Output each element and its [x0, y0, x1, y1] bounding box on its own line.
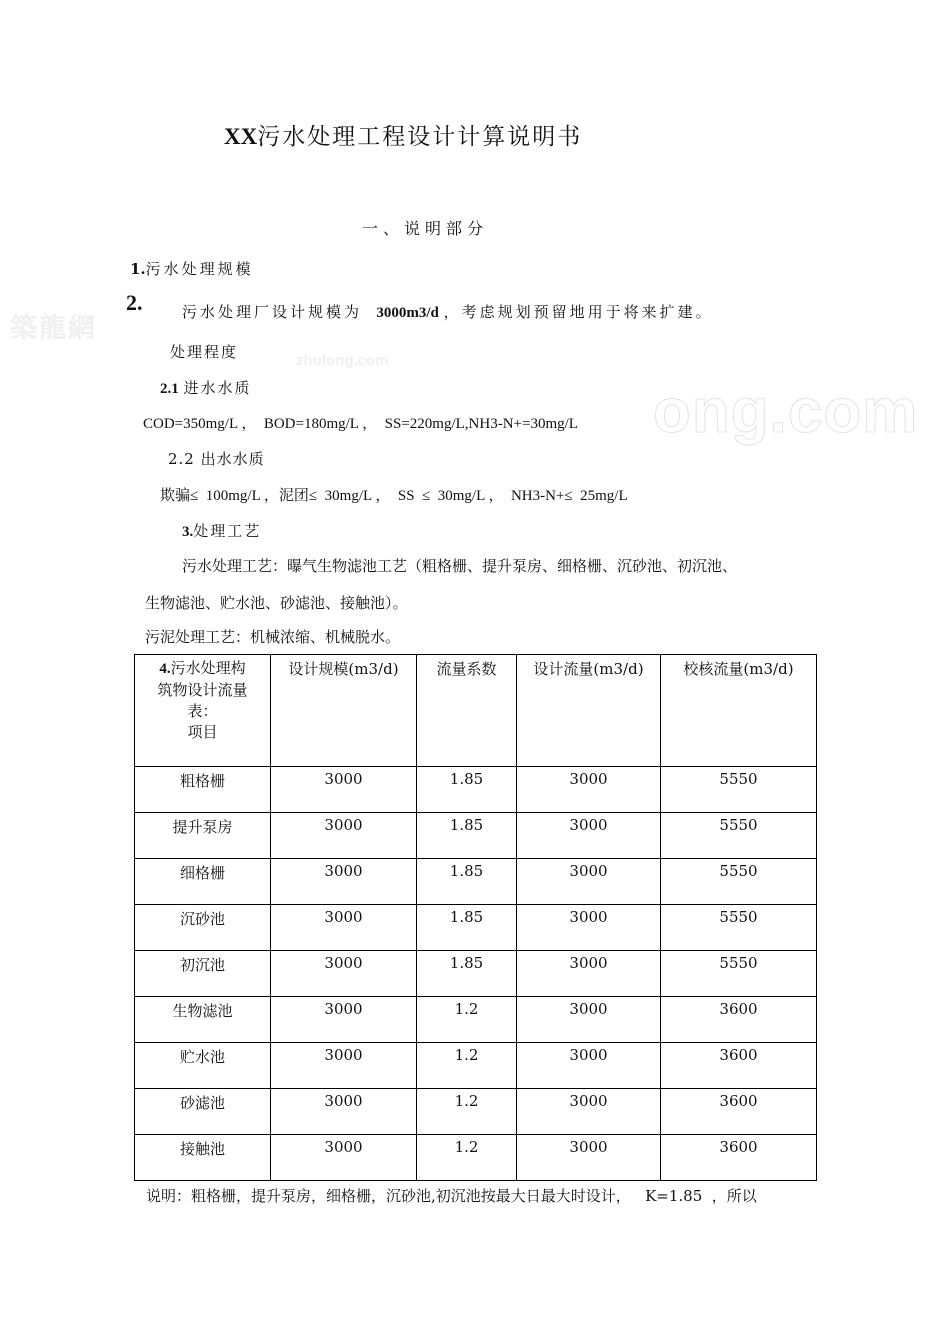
- influent-values: COD=350mg/L ， BOD=180mg/L ， SS=220mg/L,NH3-N+=30mg/L: [143, 416, 578, 432]
- table-cell: 提升泵房: [135, 813, 271, 859]
- table-cell: 3600: [661, 1043, 817, 1089]
- table-num: 4.: [159, 661, 171, 677]
- scale-value: 3000m3/d: [376, 305, 439, 321]
- watermark-zhulong-cn: 築龍網: [10, 313, 97, 344]
- table-cell: 1.2: [417, 1089, 517, 1135]
- table-cell: 3000: [517, 997, 661, 1043]
- header-item: [135, 655, 271, 767]
- table-cell: 贮水池: [135, 1043, 271, 1089]
- watermark-zhulong-url: zhulong.com: [296, 352, 389, 369]
- header-coefficient: 流量系数: [417, 655, 517, 767]
- table-cell: 5550: [661, 905, 817, 951]
- table-cell: 3000: [271, 1043, 417, 1089]
- table-cell: 3000: [271, 1135, 417, 1181]
- header-line-3: 表：: [187, 702, 218, 720]
- table-cell: 3600: [661, 1089, 817, 1135]
- table-cell: 3000: [517, 767, 661, 813]
- table-cell: 1.85: [417, 859, 517, 905]
- table-cell: 3000: [271, 767, 417, 813]
- table-row: [135, 997, 817, 1043]
- table-cell: 3000: [517, 951, 661, 997]
- table-cell: 1.2: [417, 997, 517, 1043]
- header-design-flow: 设计流量(m3/d): [517, 655, 661, 767]
- table-cell: 初沉池: [135, 951, 271, 997]
- table-row: [135, 951, 817, 997]
- table-cell: 3000: [271, 951, 417, 997]
- table-cell: 接触池: [135, 1135, 271, 1181]
- table-cell: 5550: [661, 767, 817, 813]
- table-cell: 1.85: [417, 905, 517, 951]
- header-line-2: 筑物设计流量: [157, 681, 248, 699]
- table-cell: 5550: [661, 813, 817, 859]
- header-line-1: 污水处理构: [170, 659, 246, 677]
- table-row: [135, 905, 817, 951]
- process-heading: [182, 520, 261, 541]
- process-text: 处理工艺: [193, 522, 262, 540]
- influent-num: 2.1: [160, 381, 179, 397]
- table-row: [135, 859, 817, 905]
- table-cell: 3000: [517, 1135, 661, 1181]
- table-cell: 3600: [661, 1135, 817, 1181]
- table-cell: 1.85: [417, 767, 517, 813]
- header-check-flow: 校核流量(m3/d): [661, 655, 817, 767]
- sludge-line: 污泥处理工艺：机械浓缩、机械脱水。: [145, 628, 401, 646]
- table-cell: 3000: [271, 859, 417, 905]
- table-cell: 3000: [517, 813, 661, 859]
- effluent-values: 欺骗≤ 100mg/L ，泥团≤ 30mg/L ， SS ≤ 30mg/L ， NH3-N+≤ 25mg/L: [160, 488, 628, 504]
- table-cell: 3000: [271, 1089, 417, 1135]
- table-cell: 3000: [271, 813, 417, 859]
- table-header-row: [135, 655, 817, 767]
- table-cell: 砂滤池: [135, 1089, 271, 1135]
- heading-2-num: 2.: [126, 290, 143, 315]
- table-cell: 生物滤池: [135, 997, 271, 1043]
- table-row: [135, 767, 817, 813]
- table-cell: 沉砂池: [135, 905, 271, 951]
- scale-paragraph: [182, 301, 714, 322]
- footer-note: 说明：粗格栅，提升泵房，细格栅，沉砂池,初沉池按最大日最大时设计， K=1.85 ，所以: [146, 1187, 757, 1205]
- table-cell: 1.85: [417, 951, 517, 997]
- table-cell: 1.85: [417, 813, 517, 859]
- title-prefix: XX: [224, 124, 258, 149]
- document-title: [224, 118, 582, 151]
- table-row: [135, 1135, 817, 1181]
- table-row: [135, 1043, 817, 1089]
- degree-heading: 处理程度: [170, 343, 239, 361]
- table-cell: 3000: [517, 1043, 661, 1089]
- table-cell: 3000: [517, 859, 661, 905]
- table-cell: 1.2: [417, 1135, 517, 1181]
- table-cell: 3000: [517, 1089, 661, 1135]
- table-cell: 粗格栅: [135, 767, 271, 813]
- table-cell: 5550: [661, 951, 817, 997]
- header-line-4: 项目: [187, 723, 218, 741]
- table-cell: 5550: [661, 859, 817, 905]
- scale-post: ，考虑规划预留地用于将来扩建。: [443, 303, 714, 321]
- influent-text: 进水水质: [183, 379, 252, 397]
- process-line-2: 生物滤池、贮水池、砂滤池、接触池）。: [145, 594, 408, 612]
- table-row: [135, 813, 817, 859]
- table-cell: 1.2: [417, 1043, 517, 1089]
- header-design-scale: 设计规模(m3/d): [271, 655, 417, 767]
- process-num: 3.: [182, 524, 194, 540]
- table-row: [135, 1089, 817, 1135]
- section-heading: 一、说明部分: [362, 219, 489, 238]
- heading-1-num: 1.: [130, 260, 146, 278]
- table-cell: 3000: [271, 905, 417, 951]
- title-text: 污水处理工程设计计算说明书: [257, 124, 583, 150]
- scale-pre: 污水处理厂设计规模为: [182, 303, 363, 321]
- watermark-domain: ong.com: [653, 377, 919, 446]
- table-cell: 3000: [271, 997, 417, 1043]
- influent-heading: [160, 377, 252, 398]
- process-line-1: 污水处理工艺：曝气生物滤池工艺（粗格栅、提升泵房、细格栅、沉砂池、初沉池、: [182, 557, 738, 575]
- heading-1-text: 污水处理规模: [145, 260, 254, 278]
- table-cell: 3000: [517, 905, 661, 951]
- table-cell: 细格栅: [135, 859, 271, 905]
- table-cell: 3600: [661, 997, 817, 1043]
- heading-1: [130, 258, 254, 279]
- flow-table: [134, 654, 817, 1181]
- effluent-heading: 2.2 出水水质: [168, 450, 265, 468]
